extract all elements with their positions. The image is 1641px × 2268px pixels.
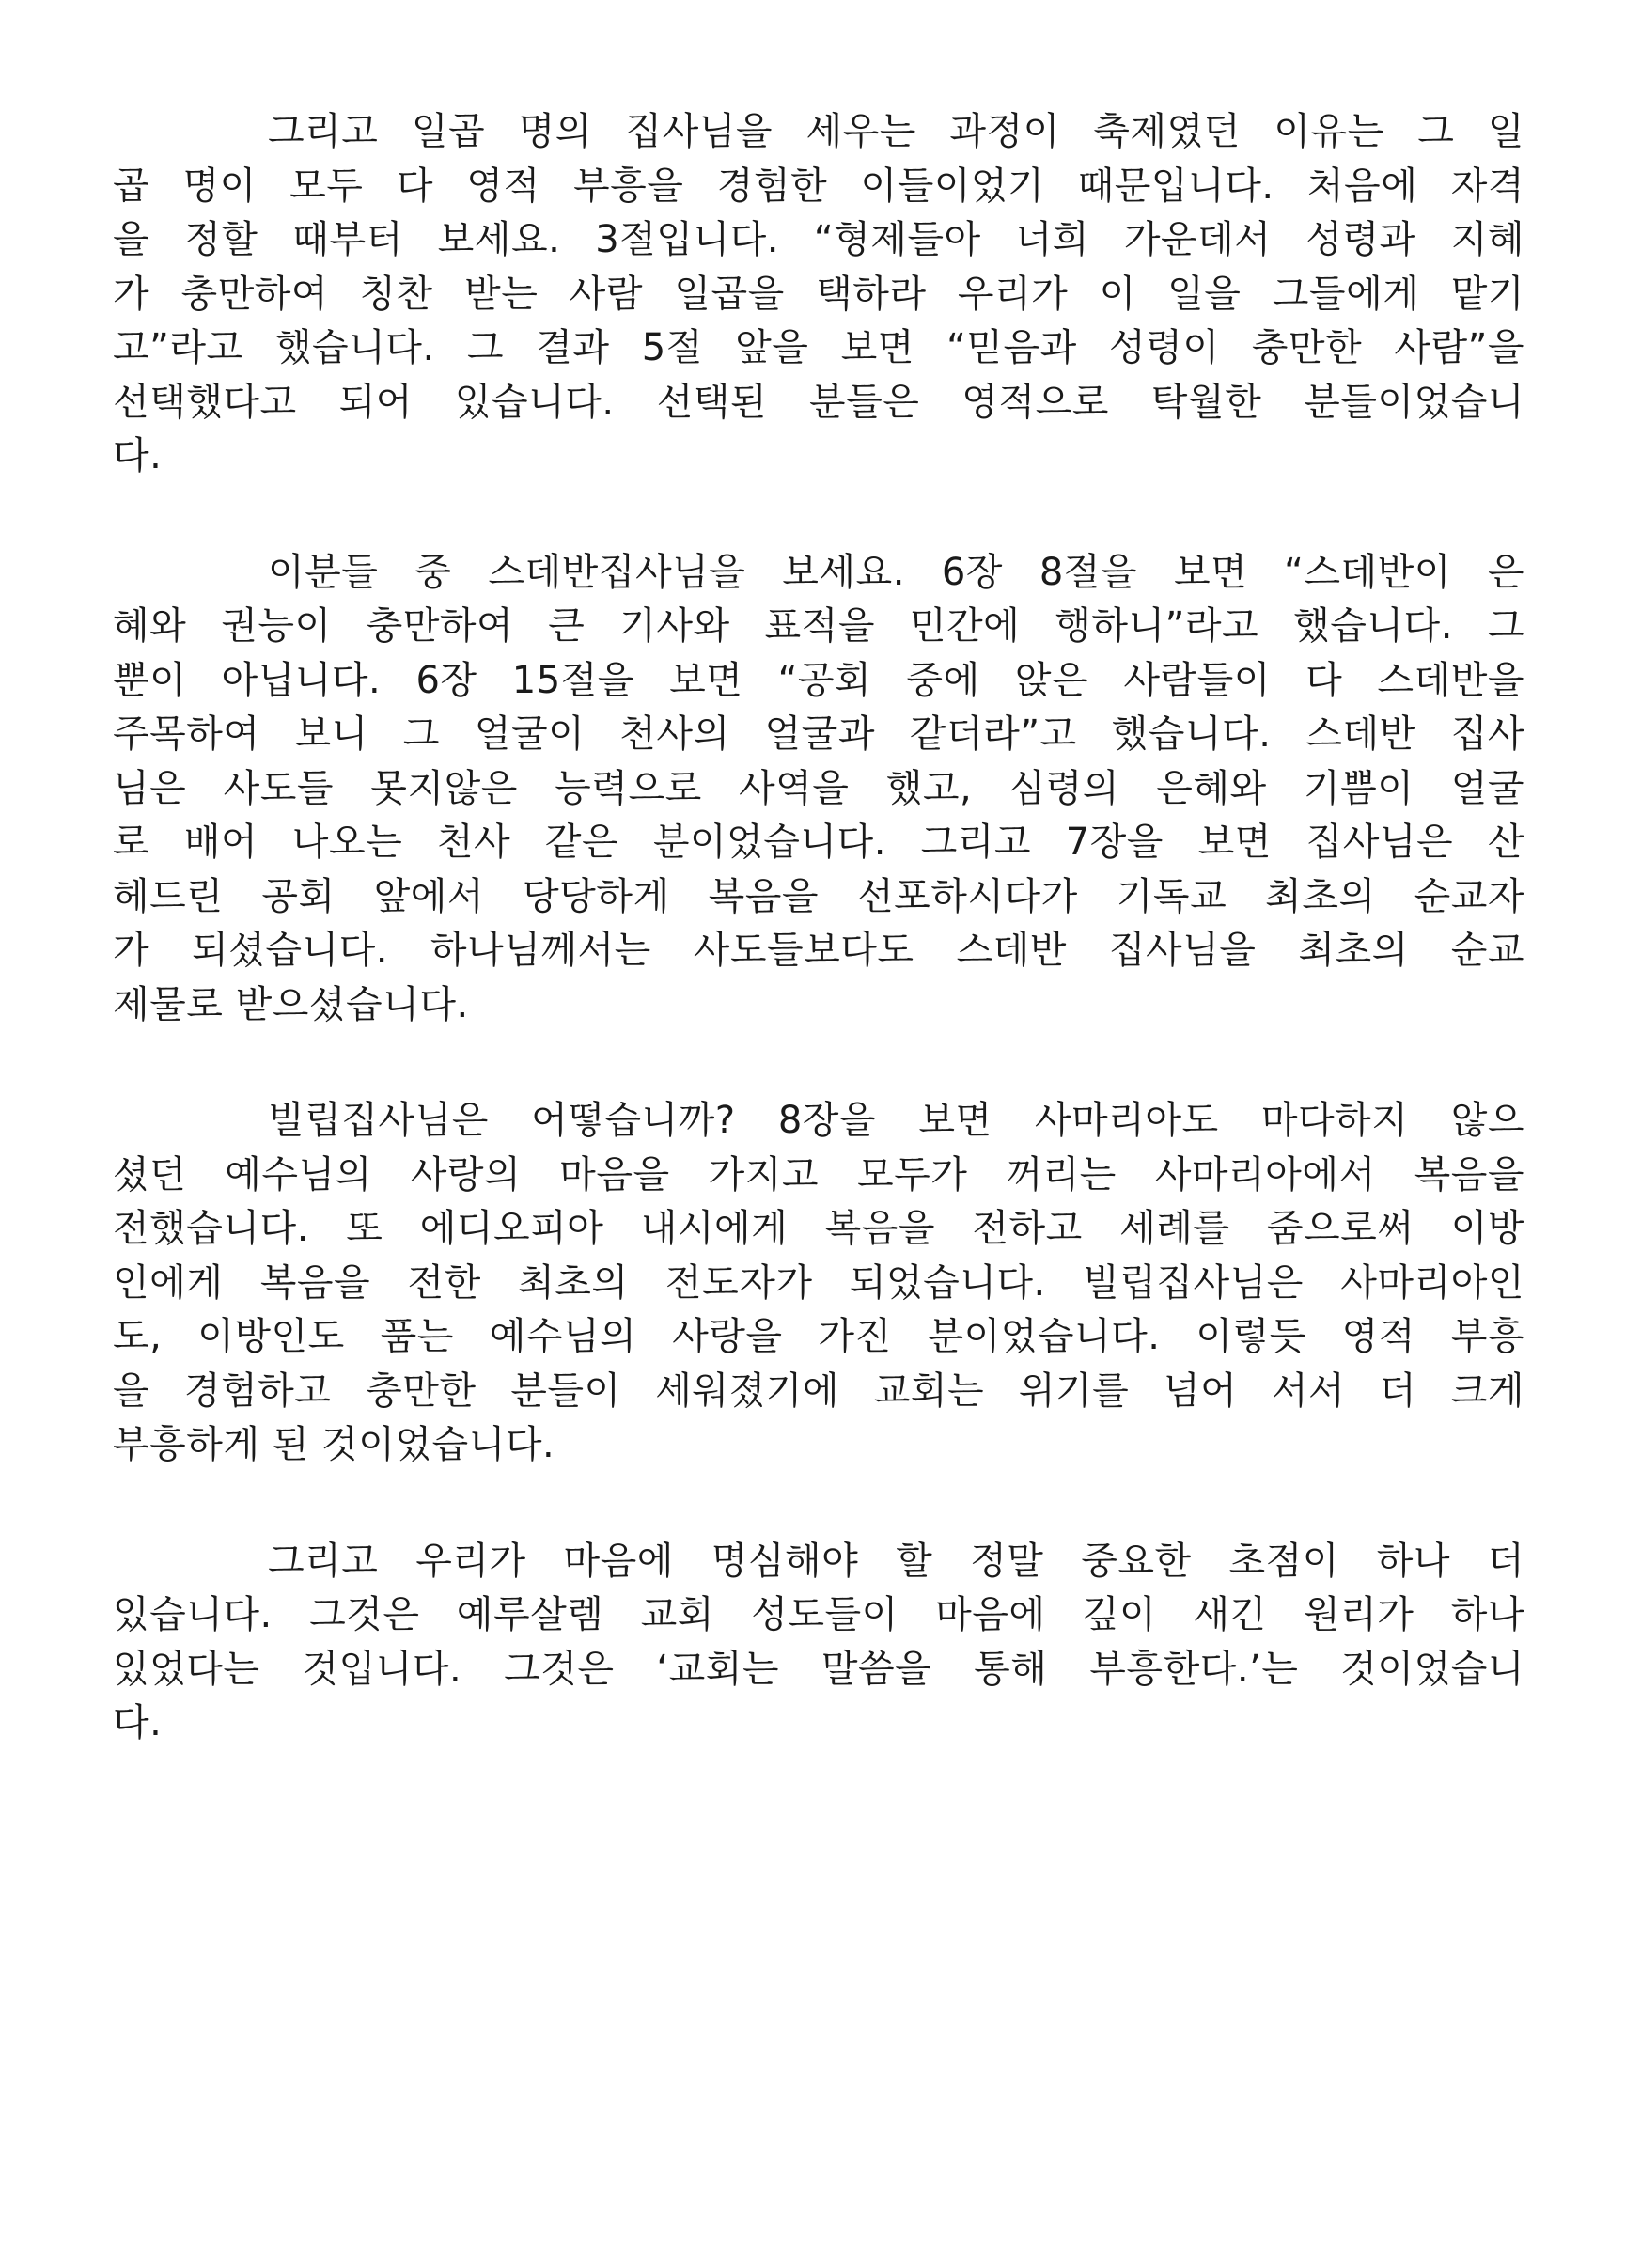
text-line: 있었다는 것입니다. 그것은 ‘교회는 말씀을 통해 부흥한다.’는 것이었습니 xyxy=(113,1647,1524,1691)
text-line: 님은 사도들 못지않은 능력으로 사역을 했고, 심령의 은혜와 기쁨이 얼굴 xyxy=(113,766,1524,810)
document-body xyxy=(113,105,1524,1813)
paragraph-3 xyxy=(113,1094,1524,1473)
text-line: 을 경험하고 충만한 분들이 세워졌기에 교회는 위기를 넘어 서서 더 크게 xyxy=(113,1369,1524,1413)
paragraph-1 xyxy=(113,105,1524,484)
text-line: 을 정할 때부터 보세요. 3절입니다. “형제들아 너희 가운데서 성령과 지혜 xyxy=(113,218,1524,261)
text-line: 곱 명이 모두 다 영적 부흥을 경험한 이들이었기 때문입니다. 처음에 자격 xyxy=(113,164,1524,208)
text-line: 헤드린 공회 앞에서 당당하게 복음을 선포하시다가 기독교 최초의 순교자 xyxy=(113,874,1524,918)
text-line: 다. xyxy=(113,434,163,477)
text-line: 전했습니다. 또 에디오피아 내시에게 복음을 전하고 세례를 줌으로써 이방 xyxy=(113,1207,1524,1250)
text-line: 제물로 받으셨습니다. xyxy=(113,982,469,1026)
text-line: 인에게 복음을 전한 최초의 전도자가 되었습니다. 빌립집사님은 사마리아인 xyxy=(113,1260,1524,1305)
text-line: 고”라고 했습니다. 그 결과 5절 앞을 보면 “믿음과 성령이 충만한 사람”을 xyxy=(113,326,1524,369)
text-line: 그리고 일곱 명의 집사님을 세우는 과정이 축제였던 이유는 그 일 xyxy=(268,110,1524,153)
text-line: 있습니다. 그것은 예루살렘 교회 성도들이 마음에 깊이 새긴 원리가 하나 xyxy=(113,1593,1524,1636)
text-line: 셨던 예수님의 사랑의 마음을 가지고 모두가 꺼리는 사마리아에서 복음을 xyxy=(113,1152,1524,1197)
text-line: 가 되셨습니다. 하나님께서는 사도들보다도 스데반 집사님을 최초의 순교 xyxy=(113,929,1524,972)
text-line: 선택했다고 되어 있습니다. 선택된 분들은 영적으로 탁월한 분들이었습니 xyxy=(113,380,1524,424)
text-line: 다. xyxy=(113,1701,163,1744)
paragraph-2 xyxy=(113,546,1524,1033)
text-line: 빌립집사님은 어떻습니까? 8장을 보면 사마리아도 마다하지 않으 xyxy=(268,1099,1524,1142)
text-line: 가 충만하여 칭찬 받는 사람 일곱을 택하라 우리가 이 일을 그들에게 맡기 xyxy=(113,272,1524,316)
text-line: 이분들 중 스데반집사님을 보세요. 6장 8절을 보면 “스데반이 은 xyxy=(268,550,1524,594)
paragraph-4 xyxy=(113,1535,1524,1751)
text-line: 로 배어 나오는 천사 같은 분이었습니다. 그리고 7장을 보면 집사님은 산 xyxy=(113,821,1524,864)
text-line: 혜와 권능이 충만하여 큰 기사와 표적을 민간에 행하니”라고 했습니다. 그 xyxy=(113,604,1524,648)
text-line: 뿐이 아닙니다. 6장 15절을 보면 “공회 중에 앉은 사람들이 다 스데반을 xyxy=(113,658,1524,702)
text-line: 주목하여 보니 그 얼굴이 천사의 얼굴과 같더라”고 했습니다. 스데반 집사 xyxy=(113,712,1524,756)
text-line: 그리고 우리가 마음에 명심해야 할 정말 중요한 초점이 하나 더 xyxy=(268,1539,1524,1583)
text-line: 부흥하게 된 것이었습니다. xyxy=(113,1423,555,1466)
text-line: 도, 이방인도 품는 예수님의 사랑을 가진 분이었습니다. 이렇듯 영적 부흥 xyxy=(113,1315,1524,1358)
